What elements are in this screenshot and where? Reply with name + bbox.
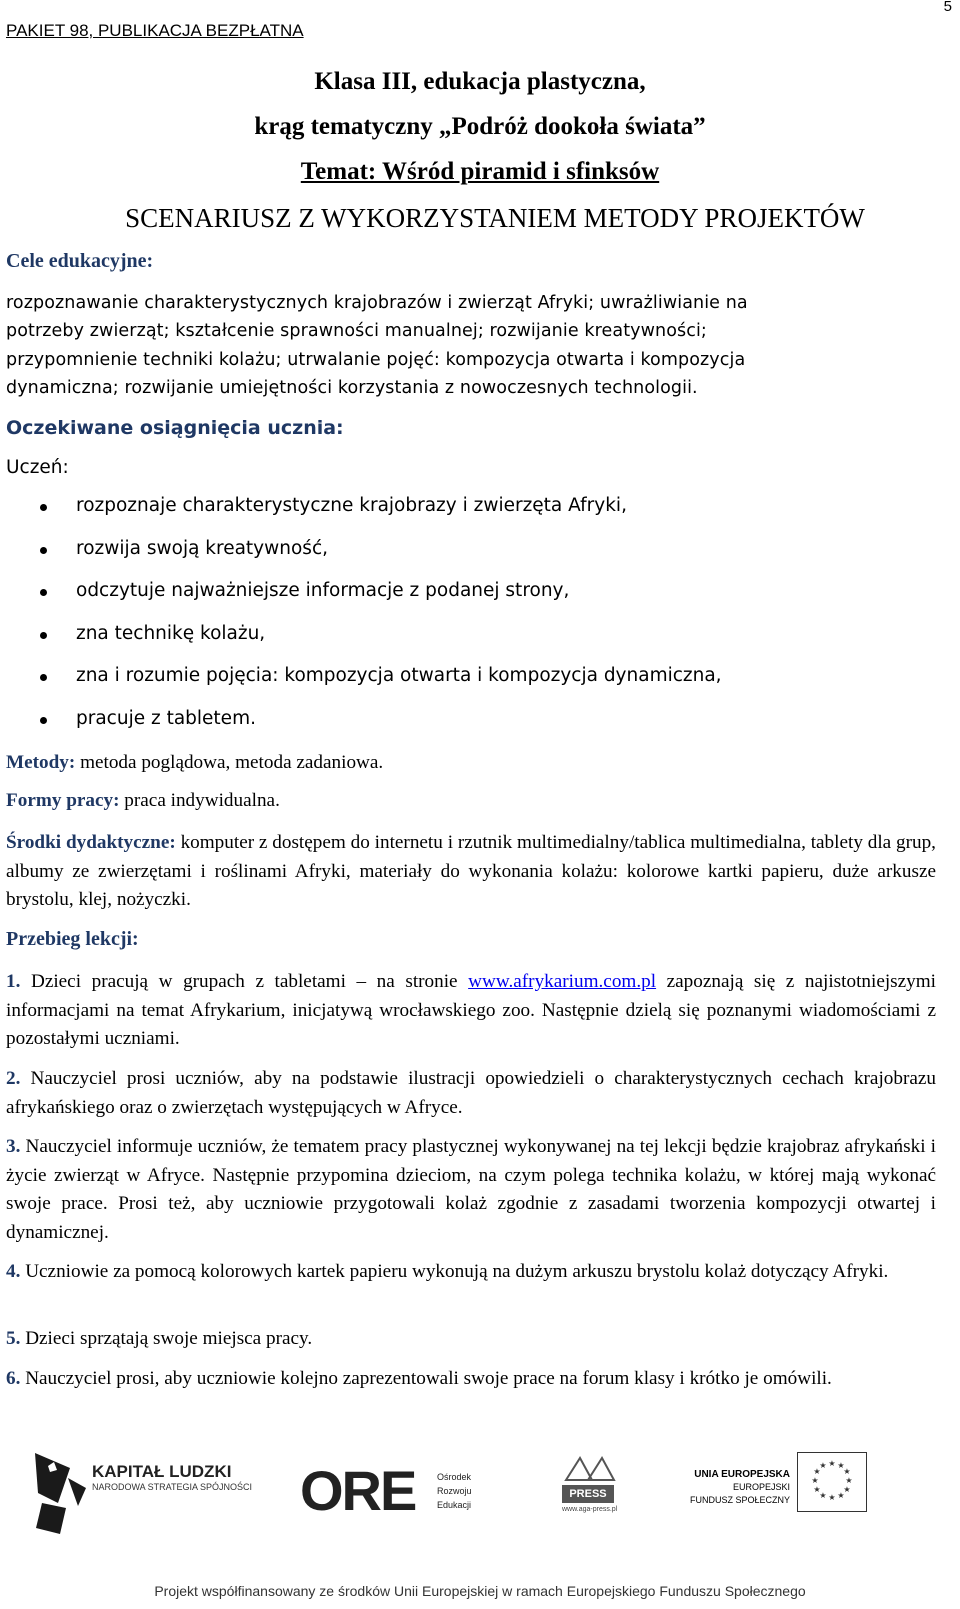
ore-subtitle: Ośrodek Rozwoju Edukacji [437,1472,472,1510]
ore-logo: ORE [300,1459,416,1522]
svg-text:★: ★ [813,1467,821,1476]
lesson-step: 2. Nauczyciel prosi uczniów, aby na podstawie ilustracji opowiedzieli o charakterystycznych cechach krajobrazu afrykańskiego oraz o zwierzętach występujących w Afryce. [6,1068,936,1118]
title-topic: Temat: Wśród piramid i sfinksów [300,158,660,185]
methods-text: metoda poglądowa, metoda zadaniowa. [75,752,384,773]
footer-logos [0,1440,960,1609]
svg-text:★: ★ [813,1485,821,1494]
list-item: zna technikę kolażu, [0,623,920,666]
goals-line: potrzeby zwierząt; kształcenie sprawności manualnej; rozwijanie kreatywności; [6,321,707,342]
svg-text:★: ★ [843,1467,851,1476]
lesson-heading: Przebieg lekcji: [6,928,139,950]
outcomes-list [0,495,920,751]
means-text: komputer z dostępem do internetu i rzutnik multimedialny/tablica multimedialna, tablety dla grup, albumy ze zwierzętami i roślinami Afryki, materiały do wykonania kolażu: kolorowe kartki papieru, duże arkusze brystolu, klej, nożyczki. [6,832,936,910]
svg-text:★: ★ [837,1461,845,1470]
methods-label: Metody: [6,752,76,773]
afrykarium-link[interactable]: www.afrykarium.com.pl [468,971,657,992]
bullet-icon [40,717,47,724]
forms-line [6,790,280,812]
means-paragraph [6,829,936,915]
bullet-icon [40,504,47,511]
bullet-icon [40,547,47,554]
page-number: 5 [943,0,952,15]
svg-text:★: ★ [828,1493,836,1502]
lesson-step: 6. Nauczyciel prosi, aby uczniowie kolejno zaprezentowali swoje prace na forum klasy i krótko je omówili. [6,1368,832,1389]
means-label: Środki dydaktyczne: [6,832,176,853]
list-item: rozwija swoją kreatywność, [0,538,920,581]
running-header: PAKIET 98, PUBLIKACJA BEZPŁATNA [6,21,304,40]
bullet-icon [40,589,47,596]
lesson-step: 1. Dzieci pracują w grupach z tabletami – na stronie www.afrykarium.com.pl zapoznają się z najistotniejszymi informacjami na temat Afrykarium, inicjatywą wrocławskiego zoo. Następnie dzielą się poznanymi wiadomościami z pozostałymi uczniami. [6,971,937,1049]
svg-text:★: ★ [819,1461,827,1470]
goals-line: rozpoznawanie charakterystycznych krajobrazów i zwierząt Afryki; uwrażliwianie na [6,293,748,313]
bullet-icon [40,632,47,639]
kapital-ludzki-logo-icon [30,1448,90,1538]
title-theme: krąg tematyczny „Podróż dookoła świata” [254,113,706,140]
eu-flag-icon [797,1452,867,1512]
lesson-step: 5. Dzieci sprzątają swoje miejsca pracy. [6,1328,313,1349]
goals-line: dynamiczna; rozwijanie umiejętności korzystania z nowoczesnych technologii. [6,377,698,398]
svg-text:★: ★ [811,1476,819,1485]
aga-press-label: PRESS [562,1485,614,1503]
goals-line: przypomnienie techniki kolażu; utrwalanie pojęć: kompozycja otwarta i kompozycja [6,349,746,370]
lesson-step: 3. Nauczyciel informuje uczniów, że tematem pracy plastycznej wykonywanej na tej lekcji będzie krajobraz afrykański i życie zwierząt w Afryce. Następnie przypomina dzieciom, na czym polega technika kolażu, w której mają wykonać swoje prace. Prosi też, aby uczniowie przygotowali kolaż zgodnie z zasadami tworzenia kompozycji otwartej i dynamicznej. [6,1136,936,1243]
goals-text [6,289,936,402]
goals-heading: Cele edukacyjne: [6,250,154,272]
svg-text:★: ★ [845,1476,853,1485]
list-item: odczytuje najważniejsze informacje z podanej strony, [0,580,920,623]
svg-text:★: ★ [819,1491,827,1500]
bullet-icon [40,674,47,681]
svg-text:★: ★ [837,1491,845,1500]
svg-text:★: ★ [828,1459,836,1468]
aga-press-url: www.aga-press.pl [562,1506,618,1513]
list-item: rozpoznaje charakterystyczne krajobrazy i zwierzęta Afryki, [0,495,920,538]
forms-text: praca indywidualna. [119,790,280,811]
list-item: zna i rozumie pojęcia: kompozycja otwarta i kompozycja dynamiczna, [0,665,920,708]
title-class: Klasa III, edukacja plastyczna, [314,68,646,95]
title-scenario: SCENARIUSZ Z WYKORZYSTANIEM METODY PROJEKTÓW [125,203,865,233]
funding-note: Projekt współfinansowany ze środków Unii Europejskiej w ramach Europejskiego Funduszu Społecznego [154,1583,806,1599]
lesson-step: 4. Uczniowie za pomocą kolorowych kartek papieru wykonują na dużym arkuszu brystolu kolaż dotyczący Afryki. [6,1261,889,1282]
eu-text: UNIA EUROPEJSKA EUROPEJSKI FUNDUSZ SPOŁECZNY [689,1469,790,1505]
kapital-ludzki-text: KAPITAŁ LUDZKI NARODOWA STRATEGIA SPÓJNOŚCI [92,1462,253,1492]
outcomes-heading: Oczekiwane osiągnięcia ucznia: [6,417,344,439]
svg-text:★: ★ [843,1485,851,1494]
list-item: pracuje z tabletem. [0,708,920,751]
forms-label: Formy pracy: [6,790,120,811]
methods-line [6,752,383,774]
outcomes-intro: Uczeń: [6,457,69,478]
